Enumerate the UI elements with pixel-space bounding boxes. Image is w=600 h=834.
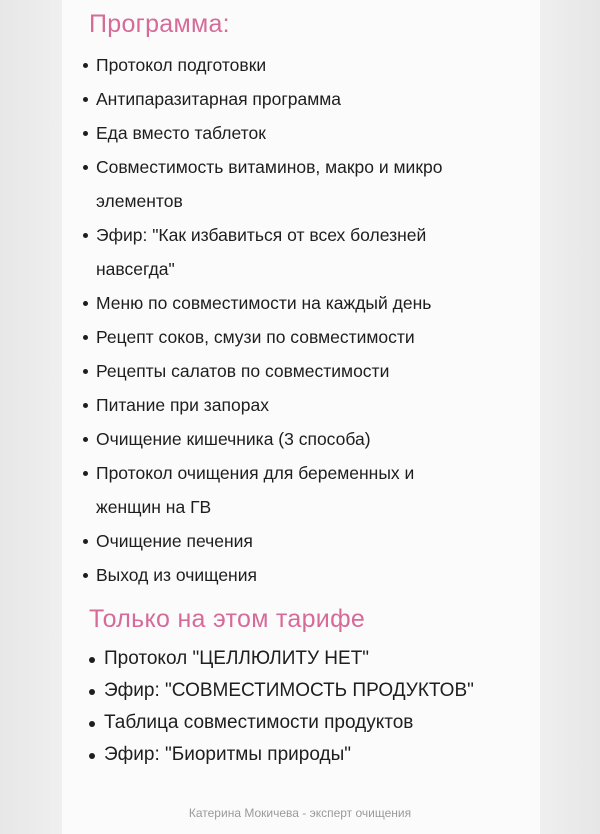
footer-credit: Катерина Мокичева - эксперт очищения: [188, 806, 412, 820]
bullet-icon: [83, 471, 88, 476]
list-item: [96, 116, 266, 150]
list-item: [96, 286, 431, 320]
bullet-icon: [83, 301, 88, 306]
program-heading: Программа:: [89, 10, 230, 38]
list-item-text: Эфир: "Биоритмы природы": [104, 744, 351, 765]
list-item: [96, 82, 341, 116]
list-item-text: Очищение кишечника (3 способа): [96, 429, 371, 449]
bullet-icon: [83, 131, 88, 136]
list-item-text: элементов: [96, 191, 183, 211]
bullet-icon: [89, 721, 95, 727]
list-item-text: женщин на ГВ: [96, 497, 212, 517]
tariff-heading: Только на этом тарифе: [89, 605, 366, 633]
list-item-text: Протокол "ЦЕЛЛЮЛИТУ НЕТ": [104, 648, 370, 669]
list-item-text: Еда вместо таблеток: [96, 123, 266, 143]
list-item-text: Рецепт соков, смузи по совместимости: [96, 327, 415, 347]
list-item-text: Совместимость витаминов, макро и микро: [96, 157, 443, 177]
bullet-icon: [83, 437, 88, 442]
list-item-continuation: [96, 490, 211, 524]
bullet-icon: [89, 657, 95, 663]
list-item-text: Выход из очищения: [96, 565, 257, 585]
list-item: [96, 320, 415, 354]
bullet-icon: [83, 97, 88, 102]
list-item-text: Эфир: "СОВМЕСТИМОСТЬ ПРОДУКТОВ": [104, 680, 474, 701]
bullet-icon: [83, 539, 88, 544]
list-item-text: Питание при запорах: [96, 395, 269, 415]
list-item-text: Очищение печения: [96, 531, 253, 551]
list-item-text: Таблица совместимости продуктов: [104, 712, 414, 733]
list-item-continuation: [96, 184, 183, 218]
list-item-text: Антипаразитарная программа: [96, 89, 342, 109]
bullet-icon: [83, 335, 88, 340]
list-item: [96, 524, 253, 558]
bullet-icon: [83, 233, 88, 238]
list-item-text: навсегда": [96, 259, 175, 279]
list-item: [96, 218, 426, 252]
bullet-icon: [83, 165, 88, 170]
page-margin-left: [0, 0, 62, 834]
bullet-icon: [83, 63, 88, 68]
list-item: [104, 643, 369, 675]
bullet-icon: [89, 689, 95, 695]
list-item-text: Эфир: "Как избавиться от всех болезней: [96, 225, 427, 245]
list-item: [104, 675, 474, 707]
bullet-icon: [83, 369, 88, 374]
list-item-continuation: [96, 252, 175, 286]
list-item: [104, 707, 413, 739]
bullet-icon: [89, 753, 95, 759]
list-item: [96, 456, 414, 490]
list-item-text: Протокол очищения для беременных и: [96, 463, 415, 483]
list-item-text: Протокол подготовки: [96, 55, 267, 75]
list-item-text: Меню по совместимости на каждый день: [96, 293, 432, 313]
page-margin-right: [540, 0, 600, 834]
list-item-text: Рецепты салатов по совместимости: [96, 361, 390, 381]
bullet-icon: [83, 403, 88, 408]
list-item: [96, 558, 257, 592]
bullet-icon: [83, 573, 88, 578]
list-item: [96, 354, 389, 388]
list-item: [96, 388, 269, 422]
list-item: [96, 422, 371, 456]
list-item: [96, 150, 442, 184]
list-item: [96, 48, 266, 82]
list-item: [104, 739, 351, 771]
